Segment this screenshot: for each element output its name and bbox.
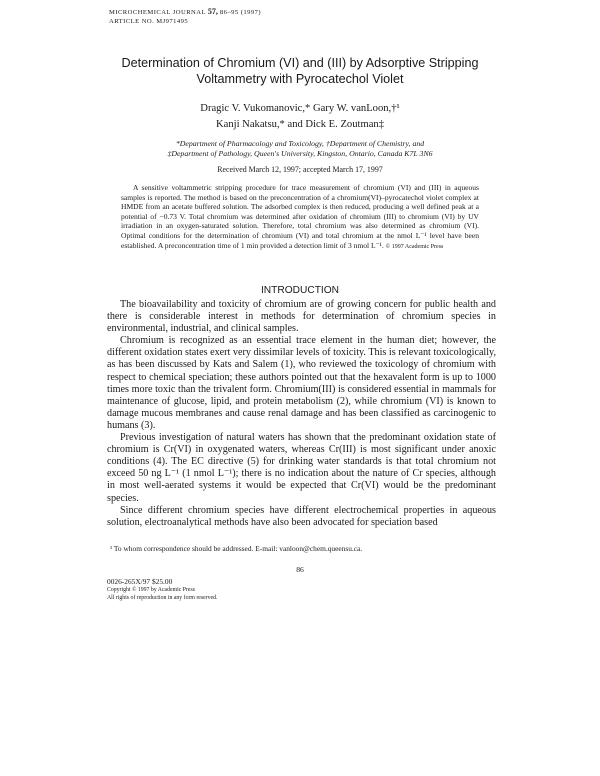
rights-line: All rights of reproduction in any form reserved. (107, 594, 218, 601)
page-number: 86 (296, 565, 304, 574)
abstract (121, 183, 479, 252)
journal-name: MICROCHEMICAL JOURNAL (109, 9, 206, 16)
author-line: Kanji Nakatsu,* and Dick E. Zoutman‡ (216, 119, 384, 130)
journal-citation (109, 7, 261, 17)
journal-pages: 86–95 (1997) (219, 9, 262, 16)
affiliations (95, 139, 505, 159)
introduction-body (107, 299, 496, 529)
article-number: ARTICLE NO. MJ971495 (109, 18, 189, 25)
abstract-text: A sensitive voltammetric stripping procedure for trace measurement of chromium (VI) and (III) in aqueous samples is reported. The method is based on the preconcentration of a chromium(VI)–pyrocatechol violet complex at HMDE from an acetate buffered solution. The adsorbed complex is then reduced, producing a well defined peak at a potential of −0.73 V. Total chromium was determined after oxidation of chromium (III) to chromium (VI) by UV irradiation in an oxygen-saturated solution. Therefore, total chromium was also determined as chromium (VI). Optimal conditions for the determination of chromium (VI) and total chromium at the nmol L⁻¹ level have been established. A preconcentration time of 1 min provided a detection limit of 3 nmol L⁻¹. (121, 183, 479, 250)
paragraph: Chromium is recognized as an essential trace element in the human diet; however, the different oxidation states exert very dissimilar levels of toxicity. This is relevant toxicologically, as has been discussed by Kats and Salem (1), who reviewed the toxicology of chromium with respect to chemical speciation; these authors pointed out that the hexavalent form is up to 1000 times more toxic than the trivalent form. Chromium(III) is considered essential in mammals for maintenance of glucose, lipid, and protein metabolism (2), while chromium (VI) is known to damage mucous membranes and cause renal damage and has been classified as carcinogenic to humans (3). (107, 335, 496, 431)
paragraph: The bioavailability and toxicity of chromium are of growing concern for public health and there is considerable interest in methods for determination of chromium species in environmental, industrial, and clinical samples. (107, 299, 496, 335)
copyright-line: Copyright © 1997 by Academic Press (107, 587, 195, 593)
issn-price: 0026-265X/97 $25.00 (107, 577, 173, 586)
section-heading: INTRODUCTION (260, 285, 340, 296)
footer-copyright (107, 587, 217, 602)
paragraph: Previous investigation of natural waters has shown that the predominant oxidation state of chromium is Cr(VI) in oxygenated waters, whereas Cr(III) is most significant under anoxic conditions (4). The EC directive (5) for drinking water standards is that total chromium not exceed 50 ng L⁻¹ (1 nmol L⁻¹); there is no indication about the nature of Cr species, although in most well-aerated systems it would be expected that Cr(VI) would be the predominant species. (107, 432, 496, 504)
affiliation-line: ‡Department of Pathology, Queen's University, Kingston, Ontario, Canada K7L 3N6 (167, 149, 433, 158)
author-list (100, 101, 500, 133)
abstract-copyright: © 1997 Academic Press (385, 243, 444, 250)
journal-volume: 57, (207, 7, 218, 16)
paper-title: Determination of Chromium (VI) and (III) by Adsorptive Stripping Voltammetry with Pyrocatechol Violet (121, 56, 479, 86)
footnote: ¹ To whom correspondence should be addressed. E-mail: vanloon@chem.queensu.ca. (110, 544, 363, 553)
affiliation-line: *Department of Pharmacology and Toxicology, †Department of Chemistry, and (175, 139, 425, 148)
paragraph: Since different chromium species have different electrochemical properties in aqueous solution, electroanalytical methods have also been advocated for speciation based (107, 504, 496, 528)
author-line: Dragic V. Vukomanovic,* Gary W. vanLoon,†¹ (200, 103, 400, 114)
received-dates: Received March 12, 1997; accepted March 17, 1997 (217, 165, 383, 174)
